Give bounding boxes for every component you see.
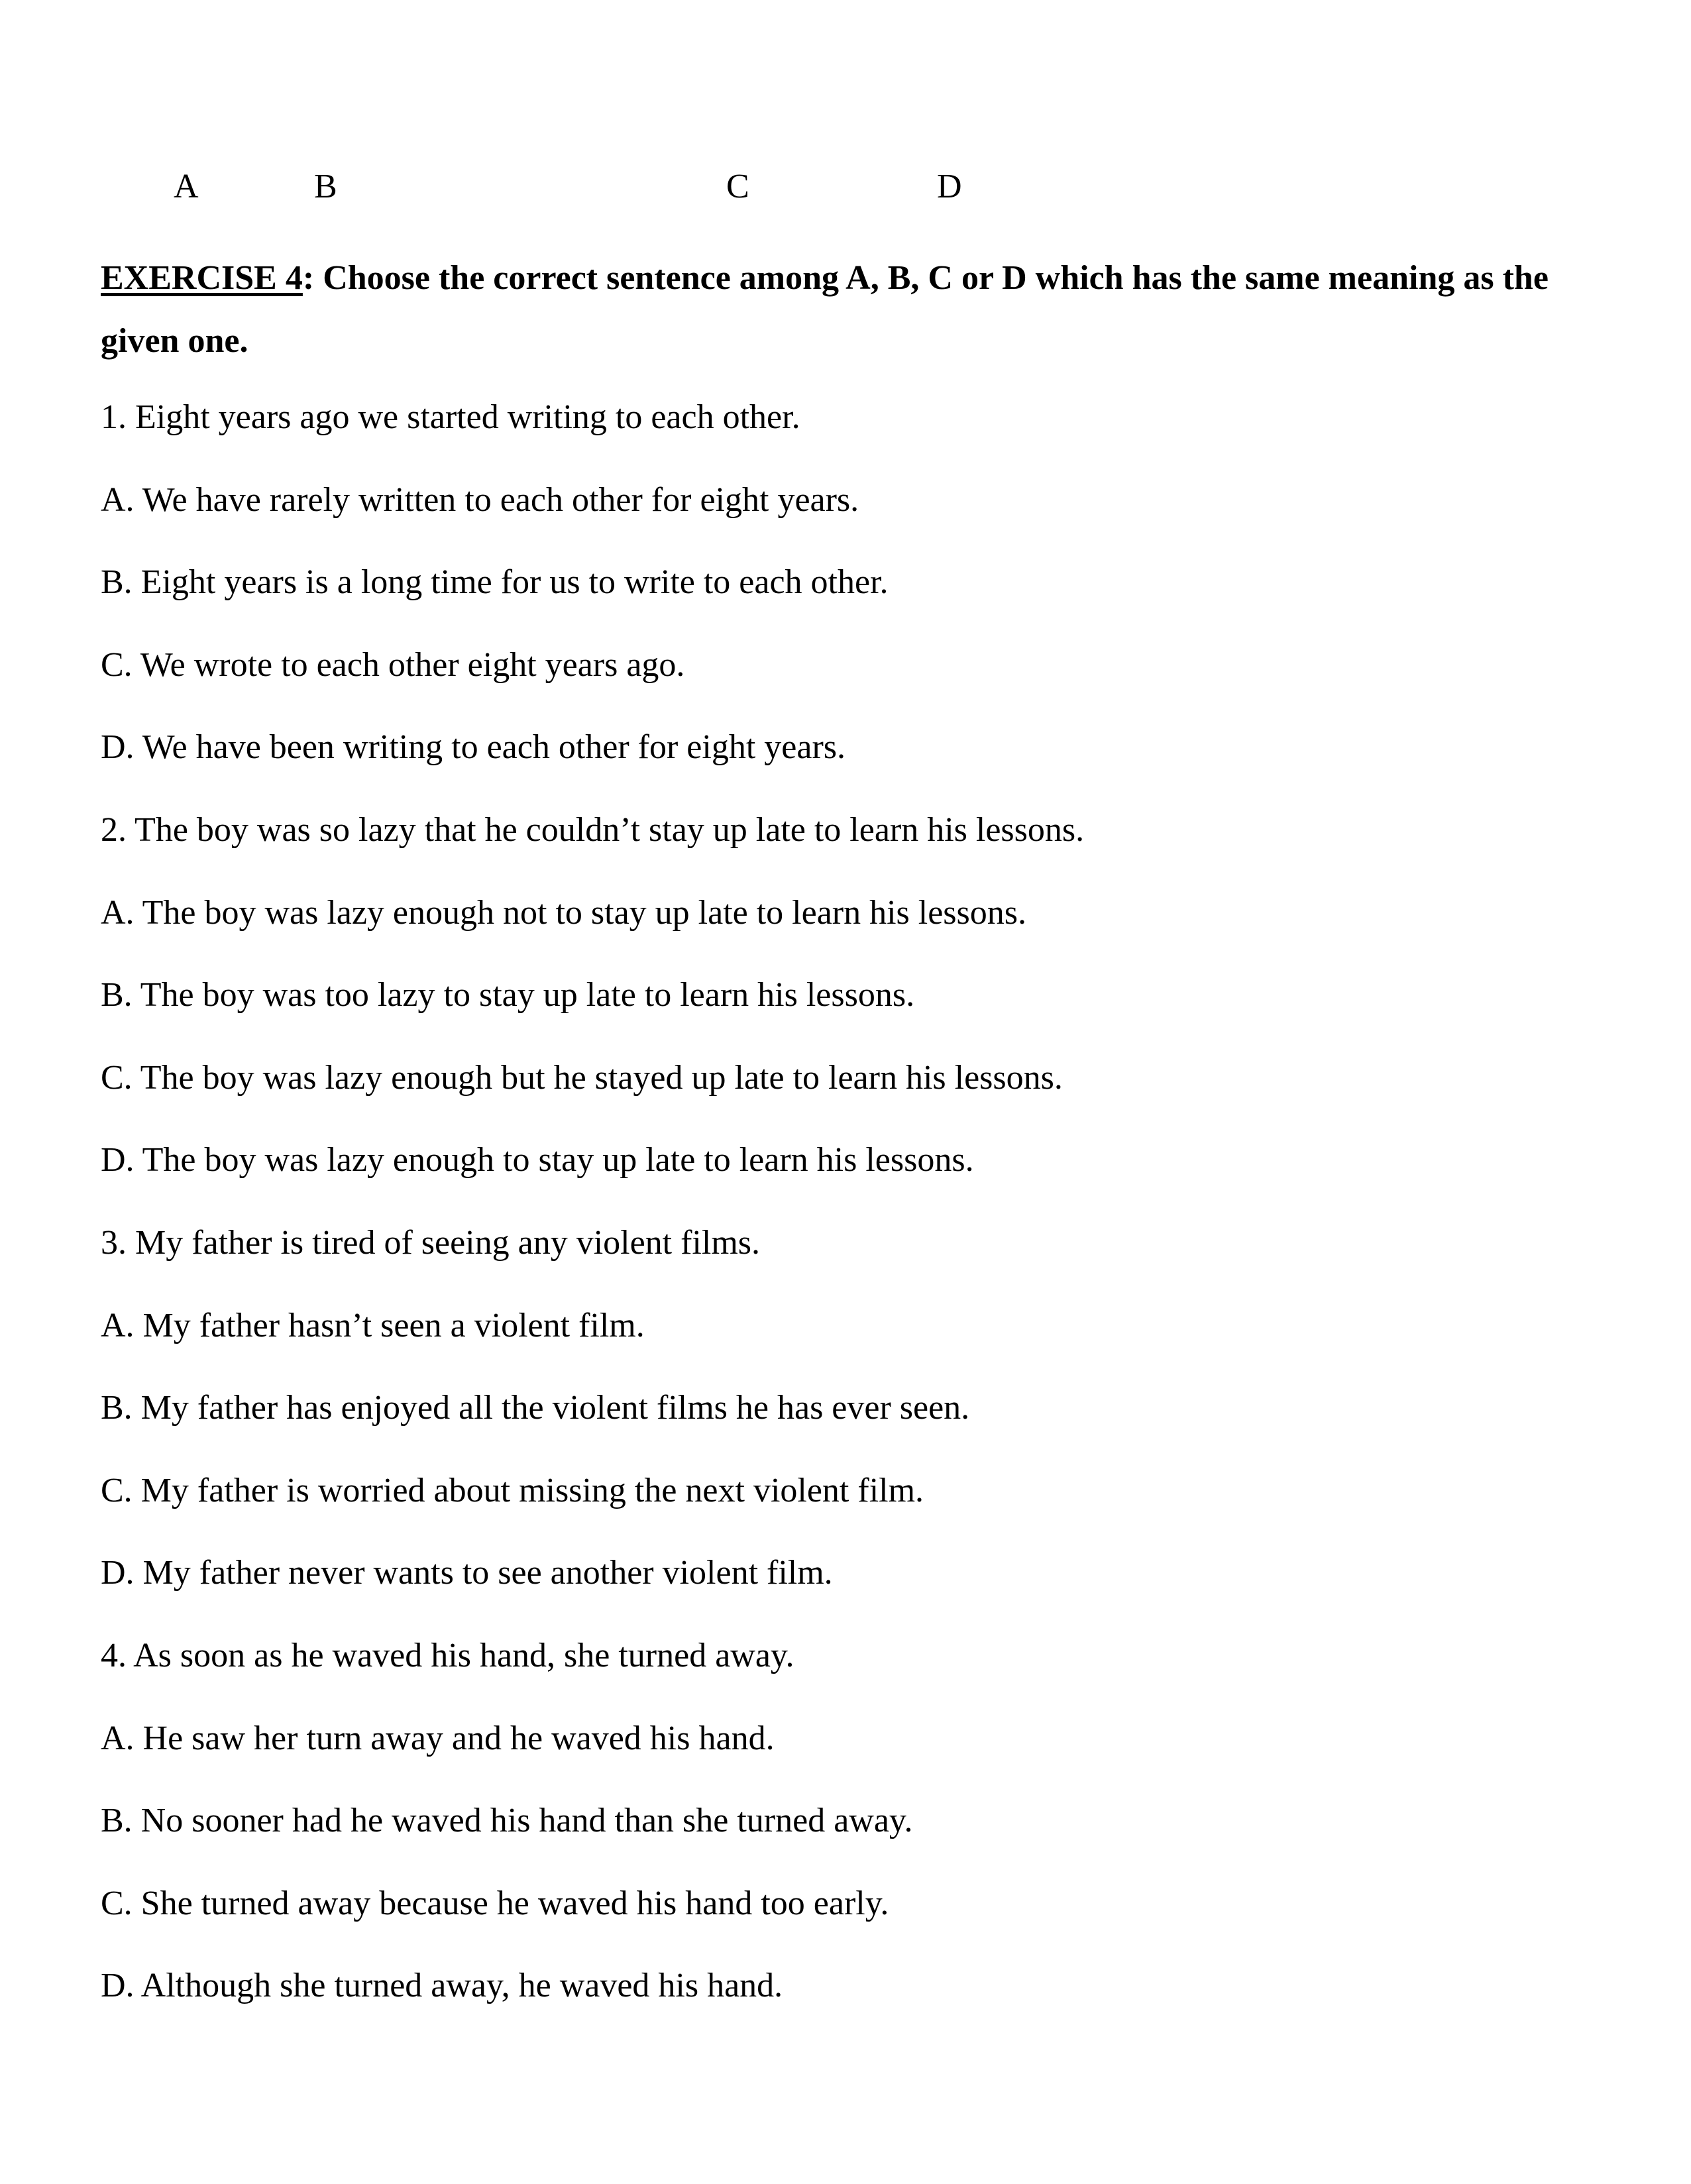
option-3c: C. My father is worried about missing the next violent film. bbox=[101, 1471, 924, 1509]
option-3b: B. My father has enjoyed all the violent films he has ever seen. bbox=[101, 1389, 970, 1427]
letter-c: C bbox=[726, 168, 749, 205]
option-3d: D. My father never wants to see another violent film. bbox=[101, 1554, 833, 1592]
question-list bbox=[101, 386, 1598, 2037]
exercise-heading bbox=[101, 246, 1598, 372]
option-2a: A. The boy was lazy enough not to stay up late to learn his lessons. bbox=[101, 893, 1027, 932]
question-3: 3. My father is tired of seeing any violent films. bbox=[101, 1223, 761, 1262]
letter-a: A bbox=[174, 168, 199, 205]
option-2d: D. The boy was lazy enough to stay up late to learn his lessons. bbox=[101, 1141, 974, 1179]
question-2: 2. The boy was so lazy that he couldn’t stay up late to learn his lessons. bbox=[101, 810, 1085, 849]
option-4b: B. No sooner had he waved his hand than she turned away. bbox=[101, 1802, 913, 1840]
option-3a: A. My father hasn’t seen a violent film. bbox=[101, 1306, 645, 1344]
exercise-label: EXERCISE 4 bbox=[101, 259, 303, 297]
question-1: 1. Eight years ago we started writing to each other. bbox=[101, 398, 800, 436]
exercise-colon: : bbox=[302, 259, 315, 297]
option-1d: D. We have been writing to each other for eight years. bbox=[101, 728, 846, 767]
option-2c: C. The boy was lazy enough but he stayed up late to learn his lessons. bbox=[101, 1058, 1063, 1097]
option-4a: A. He saw her turn away and he waved his hand. bbox=[101, 1719, 775, 1757]
question-4: 4. As soon as he waved his hand, she turned away. bbox=[101, 1636, 794, 1674]
option-1b: B. Eight years is a long time for us to write to each other. bbox=[101, 563, 889, 602]
option-4d: D. Although she turned away, he waved his hand. bbox=[101, 1967, 783, 2005]
exercise-instruction: Choose the correct sentence among A, B, C or D which has the same meaning as the given one. bbox=[101, 259, 1549, 360]
option-1a: A. We have rarely written to each other for eight years. bbox=[101, 480, 859, 519]
answer-letters-row bbox=[0, 167, 1691, 213]
letter-d: D bbox=[937, 168, 962, 205]
option-2b: B. The boy was too lazy to stay up late to learn his lessons. bbox=[101, 976, 915, 1014]
option-1c: C. We wrote to each other eight years ago. bbox=[101, 645, 685, 684]
option-4c: C. She turned away because he waved his hand too early. bbox=[101, 1884, 889, 1922]
letter-b: B bbox=[314, 168, 337, 205]
